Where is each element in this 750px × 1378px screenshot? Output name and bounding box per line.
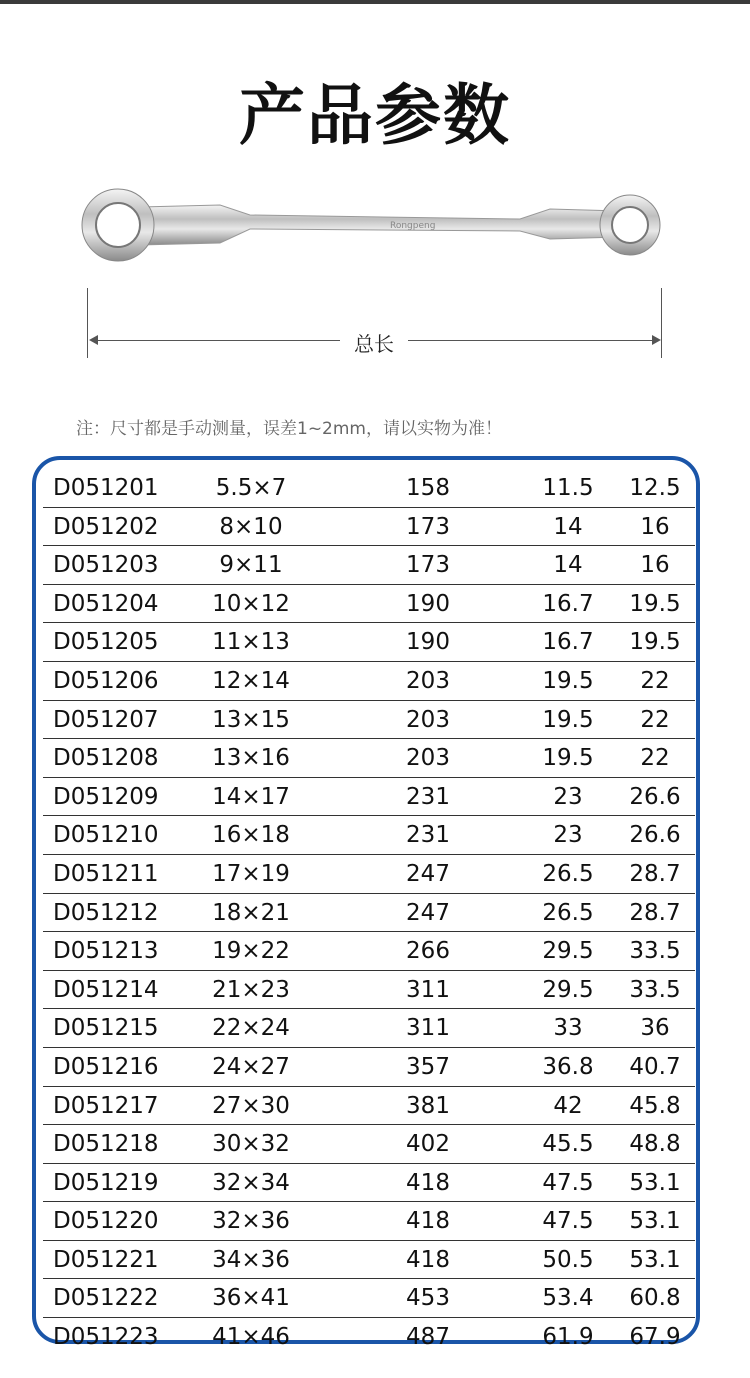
arrow-right-icon — [652, 335, 661, 345]
table-cell: D051221 — [53, 1246, 159, 1273]
table-cell: D051208 — [53, 745, 159, 772]
table-cell: D051215 — [53, 1015, 159, 1042]
table-cell: 53.1 — [629, 1246, 681, 1273]
table-cell: D051207 — [53, 706, 159, 733]
table-cell: 33.5 — [629, 938, 681, 965]
table-cell: 42 — [553, 1092, 583, 1119]
table-row — [43, 816, 695, 855]
table-cell: 21×23 — [212, 976, 290, 1003]
table-row — [43, 662, 695, 701]
table-cell: 173 — [406, 552, 450, 579]
table-cell: 26.5 — [542, 860, 594, 887]
table-cell: 487 — [406, 1324, 450, 1351]
table-cell: 53.1 — [629, 1208, 681, 1235]
table-cell: 19.5 — [542, 706, 594, 733]
table-cell: 50.5 — [542, 1246, 594, 1273]
table-cell: 29.5 — [542, 976, 594, 1003]
dimension-line-right — [408, 340, 658, 341]
table-cell: 33 — [553, 1015, 583, 1042]
table-cell: 36.8 — [542, 1053, 594, 1080]
table-cell: 12.5 — [629, 475, 681, 501]
spec-table — [43, 469, 695, 1356]
table-cell: 32×36 — [212, 1208, 290, 1235]
table-cell: 33.5 — [629, 976, 681, 1003]
table-cell: 14 — [553, 513, 583, 540]
table-cell: 231 — [406, 822, 450, 849]
table-cell: 203 — [406, 745, 450, 772]
top-rule — [0, 0, 750, 4]
table-cell: 13×16 — [212, 745, 290, 772]
table-cell: D051210 — [53, 822, 159, 849]
table-cell: 19.5 — [542, 745, 594, 772]
table-cell: 19.5 — [629, 590, 681, 617]
table-cell: D051206 — [53, 667, 159, 694]
table-cell: D051204 — [53, 590, 159, 617]
table-cell: 19.5 — [629, 629, 681, 656]
wrench-engraving: Rongpeng — [390, 221, 436, 231]
table-row — [43, 1125, 695, 1164]
table-row — [43, 971, 695, 1010]
table-cell: 16.7 — [542, 590, 594, 617]
arrow-left-icon — [89, 335, 98, 345]
table-cell: 26.6 — [629, 783, 681, 810]
table-cell: 18×21 — [212, 899, 290, 926]
table-cell: 45.5 — [542, 1131, 594, 1158]
table-cell: D051216 — [53, 1053, 159, 1080]
table-cell: 418 — [406, 1246, 450, 1273]
table-cell: 311 — [406, 976, 450, 1003]
table-cell: 5.5×7 — [215, 475, 287, 501]
table-cell: 26.5 — [542, 899, 594, 926]
table-cell: 22 — [640, 667, 670, 694]
table-cell: 28.7 — [629, 860, 681, 887]
table-cell: 24×27 — [212, 1053, 290, 1080]
table-cell: 11×13 — [212, 629, 290, 656]
table-cell: D051223 — [53, 1324, 159, 1351]
table-row — [43, 1241, 695, 1280]
table-cell: 247 — [406, 860, 450, 887]
table-cell: 23 — [553, 783, 583, 810]
dimension-left-tick — [87, 288, 88, 358]
table-row — [43, 932, 695, 971]
table-cell: 381 — [406, 1092, 450, 1119]
table-cell: 203 — [406, 667, 450, 694]
table-cell: 22 — [640, 745, 670, 772]
table-cell: 247 — [406, 899, 450, 926]
table-row — [43, 1202, 695, 1241]
table-cell: D051218 — [53, 1131, 159, 1158]
table-cell: 190 — [406, 590, 450, 617]
dimension-line-left — [92, 340, 340, 341]
table-cell: 27×30 — [212, 1092, 290, 1119]
table-row — [43, 739, 695, 778]
page-title: 产品参数 — [239, 77, 511, 154]
table-cell: 418 — [406, 1208, 450, 1235]
table-row — [43, 1009, 695, 1048]
measurement-note: 注：尺寸都是手动测量，误差1~2mm，请以实物为准！ — [76, 419, 502, 439]
table-row — [43, 1048, 695, 1087]
table-cell: 19×22 — [212, 938, 290, 965]
table-cell: 190 — [406, 629, 450, 656]
table-cell: D051213 — [53, 938, 159, 965]
table-cell: 26.6 — [629, 822, 681, 849]
table-cell: 16×18 — [212, 822, 290, 849]
table-row — [43, 585, 695, 624]
table-cell: D051211 — [53, 860, 159, 887]
table-row — [43, 894, 695, 933]
table-cell: 28.7 — [629, 899, 681, 926]
table-cell: 41×46 — [212, 1324, 290, 1351]
table-cell: 13×15 — [212, 706, 290, 733]
table-cell: 266 — [406, 938, 450, 965]
table-cell: 17×19 — [212, 860, 290, 887]
wrench-image — [80, 185, 665, 275]
table-row — [43, 855, 695, 894]
table-cell: D051212 — [53, 899, 159, 926]
table-cell: 30×32 — [212, 1131, 290, 1158]
table-row — [43, 508, 695, 547]
table-cell: 16 — [640, 513, 670, 540]
table-cell: 14 — [553, 552, 583, 579]
table-cell: 11.5 — [542, 475, 594, 501]
table-cell: 19.5 — [542, 667, 594, 694]
table-cell: 12×14 — [212, 667, 290, 694]
table-cell: 231 — [406, 783, 450, 810]
table-cell: 357 — [406, 1053, 450, 1080]
table-row — [43, 469, 695, 508]
table-cell: 311 — [406, 1015, 450, 1042]
table-cell: 29.5 — [542, 938, 594, 965]
table-cell: 61.9 — [542, 1324, 594, 1351]
table-cell: 34×36 — [212, 1246, 290, 1273]
table-cell: D051220 — [53, 1208, 159, 1235]
table-row — [43, 623, 695, 662]
table-cell: D051217 — [53, 1092, 159, 1119]
table-cell: 48.8 — [629, 1131, 681, 1158]
table-cell: D051203 — [53, 552, 159, 579]
table-cell: 9×11 — [219, 552, 283, 579]
table-cell: 47.5 — [542, 1169, 594, 1196]
table-cell: D051214 — [53, 976, 159, 1003]
dimension-label: 总长 — [354, 332, 394, 356]
table-cell: 203 — [406, 706, 450, 733]
table-cell: 402 — [406, 1131, 450, 1158]
table-cell: 45.8 — [629, 1092, 681, 1119]
table-row — [43, 1164, 695, 1203]
table-cell: 14×17 — [212, 783, 290, 810]
table-cell: D051201 — [53, 475, 159, 501]
table-cell: 60.8 — [629, 1285, 681, 1312]
table-cell: 418 — [406, 1169, 450, 1196]
table-cell: D051202 — [53, 513, 159, 540]
table-row — [43, 546, 695, 585]
table-row — [43, 778, 695, 817]
table-cell: 10×12 — [212, 590, 290, 617]
table-row — [43, 1318, 695, 1356]
table-cell: D051209 — [53, 783, 159, 810]
table-cell: 36×41 — [212, 1285, 290, 1312]
table-cell: 36 — [640, 1015, 670, 1042]
table-cell: 40.7 — [629, 1053, 681, 1080]
table-row — [43, 1279, 695, 1318]
table-cell: 53.4 — [542, 1285, 594, 1312]
table-cell: 453 — [406, 1285, 450, 1312]
table-cell: 16.7 — [542, 629, 594, 656]
table-cell: D051222 — [53, 1285, 159, 1312]
table-cell: 22×24 — [212, 1015, 290, 1042]
dimension-right-tick — [661, 288, 662, 358]
table-cell: 22 — [640, 706, 670, 733]
table-cell: D051205 — [53, 629, 159, 656]
table-row — [43, 701, 695, 740]
table-cell: 16 — [640, 552, 670, 579]
table-cell: 173 — [406, 513, 450, 540]
table-row — [43, 1087, 695, 1126]
table-cell: D051219 — [53, 1169, 159, 1196]
table-cell: 158 — [406, 475, 450, 501]
table-cell: 47.5 — [542, 1208, 594, 1235]
table-cell: 23 — [553, 822, 583, 849]
table-cell: 32×34 — [212, 1169, 290, 1196]
table-cell: 53.1 — [629, 1169, 681, 1196]
table-cell: 8×10 — [219, 513, 283, 540]
table-cell: 67.9 — [629, 1324, 681, 1351]
